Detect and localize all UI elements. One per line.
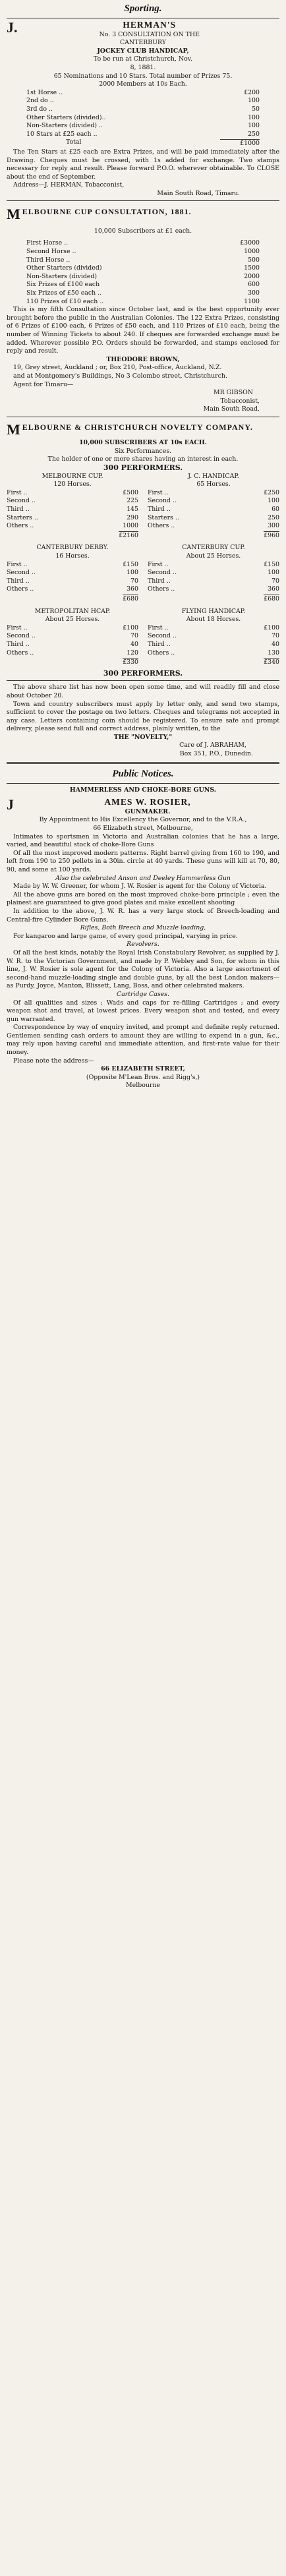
event-prize-row (148, 649, 279, 658)
prize-amount: 250 (248, 130, 260, 138)
event-prize-label: Second .. (7, 569, 36, 577)
event-prize-row (7, 649, 138, 658)
event-prize-amount: 130 (268, 649, 279, 657)
rosier-subtitle: GUNMAKER. (125, 807, 171, 815)
event-horses: 120 Horses. (53, 481, 92, 488)
prize-row (26, 298, 260, 307)
novelty-event-pair (7, 544, 279, 603)
event-prize-label: Others .. (148, 585, 175, 593)
prize-label: Non-Starters (divided) .. (26, 122, 103, 130)
prize-row (26, 114, 260, 123)
guns-title: HAMMERLESS AND CHOKE-BORE GUNS. (69, 786, 217, 794)
event-prize-amount: 70 (272, 632, 279, 640)
prize-amount: 100 (248, 113, 260, 121)
prize-amount: £200 (244, 88, 260, 96)
event-prize-row (7, 522, 138, 531)
prize-row (26, 239, 260, 248)
event-prize-amount: 70 (130, 632, 138, 640)
event-prize-label: Third .. (7, 640, 30, 648)
event-total: £680 (123, 595, 138, 602)
event-prize-label: First .. (148, 560, 169, 568)
prize-amount: 50 (252, 105, 260, 113)
event-prize-row (7, 632, 138, 641)
herman-subhead: 65 Nominations and 10 Stars. Total number of Prizes 75. (53, 72, 233, 80)
prize-amount: 100 (248, 122, 260, 130)
novelty-subscribers: 10,000 SUBSCRIBERS AT 10s EACH. (79, 439, 207, 447)
prize-row (26, 281, 260, 289)
brown-name: THEODORE BROWN, (106, 355, 180, 363)
brown-agent-line-2: Main South Road. (203, 405, 260, 413)
divider (7, 200, 279, 201)
event-prize-label: Others .. (7, 649, 34, 657)
rosier-appointment: By Appointment to His Excellency the Governor, and to the V.R.A., (39, 816, 247, 824)
event-prize-label: First .. (7, 488, 28, 496)
event-prize-label: Second .. (148, 569, 177, 577)
event-prize-label: Second .. (7, 497, 36, 505)
herman-drop-cap: J. (7, 19, 18, 36)
event-prize-amount: £250 (264, 488, 279, 496)
prize-label: Other Starters (divided).. (26, 113, 106, 121)
novelty-advert (7, 423, 279, 758)
event-prize-amount: 120 (127, 649, 138, 657)
novelty-title: ELBOURNE & CHRISTCHURCH NOVELTY COMPANY. (22, 423, 253, 432)
event-prize-row (7, 497, 138, 506)
event-prize-row (148, 522, 279, 531)
event-prize-amount: 225 (127, 497, 138, 505)
prize-row (26, 89, 260, 98)
brown-title: ELBOURNE CUP CONSULTATION, 1881. (22, 206, 192, 216)
novelty-box: Box 351, P.O., Dunedin. (179, 750, 253, 758)
divider (7, 783, 279, 784)
event-prize-amount: 290 (127, 513, 138, 521)
rosier-city: Melbourne (126, 1082, 160, 1090)
event-total-row (7, 657, 138, 667)
event-name: MELBOURNE CUP. (42, 472, 103, 480)
event-prize-row (7, 561, 138, 570)
event-prize-amount: £150 (264, 560, 279, 568)
event-block (148, 544, 279, 603)
event-prize-row (148, 632, 279, 641)
event-prize-amount: 360 (127, 585, 138, 593)
event-prize-row (148, 641, 279, 649)
novelty-care-of: Care of J. ABRAHAM, (179, 742, 246, 749)
event-prize-row (148, 514, 279, 523)
prize-label: Six Prizes of £100 each (26, 281, 100, 289)
herman-address-2: Main South Road, Timaru. (157, 189, 240, 197)
event-prize-amount: 40 (130, 640, 138, 648)
event-prize-amount: 145 (127, 506, 138, 513)
event-total: £680 (264, 595, 279, 602)
brown-address-1: 19, Grey street, Auckland ; or, Box 210, Post-office, Auckland, N.Z. (13, 364, 222, 372)
novelty-body-1: The above share list has now been open some time, and will readily fill and close about October 20. (7, 684, 279, 699)
event-prize-row (7, 577, 138, 586)
event-prize-amount: 360 (268, 585, 279, 593)
prize-label: 2nd do .. (26, 97, 54, 105)
event-prize-row (148, 497, 279, 506)
event-block (7, 473, 138, 541)
herman-prize-list (26, 89, 260, 148)
event-prize-amount: 250 (268, 513, 279, 521)
event-total: £340 (264, 659, 279, 666)
event-name: METROPOLITAN HCAP. (34, 607, 111, 615)
event-total: £330 (123, 659, 138, 666)
event-prize-label: Others .. (148, 649, 175, 657)
prize-amount: 1500 (244, 264, 260, 272)
event-total-row (148, 657, 279, 667)
prize-total-row (26, 138, 260, 148)
event-prize-row (7, 624, 138, 633)
event-prize-amount: £500 (123, 488, 138, 496)
herman-advert (7, 21, 279, 198)
event-block (148, 473, 279, 541)
prize-row (26, 131, 260, 139)
novelty-body-2: Town and country subscribers must apply by letter only, and send two stamps, sufficient to cover the postage on two letters. Cheques and telegrams not accepted in any case. Letters containing coin should be registered. To ensure safe and prompt delivery, please send full and correct address, plainly written, to the (7, 700, 279, 733)
event-name: J. C. HANDICAP. (188, 472, 239, 480)
event-prize-label: Third .. (148, 640, 171, 648)
prize-amount: 600 (248, 281, 260, 289)
brown-body: This is my fifth Consultation since October last, and is the best opportunity ever brought before the public in the Australian Colonies. The 122 Extra Prizes, consisting of 6 Prizes of £100 each, 6 Prizes of £50 each, and 110 Prizes of £10 each, being the number of Winning Tickets to about 240. If cheques are forwarded exchange must be added. Wherever possible P.O. Orders should be forwarded, and stamps enclosed for reply and result. (7, 306, 279, 355)
herman-address-1: Address—J. HERMAN, Tobacconist, (13, 181, 125, 189)
event-name: FLYING HANDICAP. (181, 607, 246, 615)
event-prize-amount: £100 (123, 624, 138, 631)
event-total-row (7, 594, 138, 604)
prize-amount: 2000 (244, 272, 260, 280)
event-prize-row (148, 577, 279, 586)
prize-label: 110 Prizes of £10 each .. (26, 297, 104, 305)
event-horses: About 25 Horses. (186, 552, 241, 560)
event-prize-label: Others .. (148, 522, 175, 530)
prize-total-label: Total (66, 138, 82, 146)
rosier-title: AMES W. ROSIER, (104, 797, 191, 807)
prize-label: Other Starters (divided) (26, 264, 102, 272)
event-prize-row (7, 514, 138, 523)
event-prize-label: Third .. (7, 506, 30, 513)
novelty-subhead: Six Performances. (114, 447, 172, 455)
rosier-note: Please note the address— (13, 1057, 94, 1065)
prize-amount: 100 (248, 97, 260, 105)
herman-line-3: JOCKEY CLUB HANDICAP, (97, 47, 189, 55)
event-prize-label: Third .. (148, 577, 171, 585)
novelty-performers-footer: 300 PERFORMERS. (103, 668, 183, 678)
prize-amount: 500 (248, 256, 260, 264)
event-block (7, 608, 138, 667)
novelty-event-pair (7, 608, 279, 667)
event-block (148, 608, 279, 667)
event-prize-row (148, 624, 279, 633)
event-prize-amount: 70 (130, 577, 138, 585)
event-prize-row (7, 489, 138, 498)
herman-members: 2000 Members at 10s Each. (99, 80, 187, 88)
event-prize-row (148, 561, 279, 570)
event-total: £2160 (119, 531, 138, 539)
event-prize-label: Starters .. (148, 513, 179, 521)
event-prize-label: First .. (148, 488, 169, 496)
brown-address-2: and at Montgomery's Buildings, No 3 Colombo street, Christchurch. (13, 372, 227, 380)
rosier-body-8: For kangaroo and large game, of every good principal, varying in price. (13, 932, 238, 940)
event-prize-row (7, 641, 138, 649)
prize-amount: 1000 (244, 248, 260, 256)
prize-label: 10 Stars at £25 each .. (26, 130, 98, 138)
rosier-opposite: (Opposite M'Lean Bros. and Rigg's,) (86, 1073, 200, 1081)
brown-agent-name: MR GIBSON (213, 389, 253, 397)
event-prize-amount: £100 (264, 624, 279, 631)
rosier-body-10: Of all the best kinds, notably the Royal Irish Constabulary Revolver, as supplied by J. W. R. to the Victorian Government, and made by P. Webley and Son, for whom in this line, J. W. Rosier is sole agent for the Colony of Victoria. Also a large assortment of second-hand muzzle-loading single and double guns, by all the best London makers—as Purdy, Joyce, Manton, Blissett, Lang, Boss, and other celebrated makers. (7, 949, 279, 990)
event-total: £960 (264, 531, 279, 539)
event-block (7, 544, 138, 603)
rosier-body-4: Made by W. W. Greener, for whom J. W. Rosier is agent for the Colony of Victoria. (13, 883, 267, 891)
event-prize-amount: 1000 (123, 522, 138, 530)
prize-row (26, 289, 260, 298)
newspaper-page (0, 0, 286, 1090)
event-total-row (148, 594, 279, 604)
prize-label: First Horse .. (26, 239, 69, 247)
event-prize-label: Third .. (148, 506, 171, 513)
event-prize-row (148, 506, 279, 514)
event-name: CANTERBURY CUP. (182, 544, 245, 552)
prize-row (26, 105, 260, 114)
rosier-advert (7, 786, 279, 1090)
rosier-body-11: Cartridge Cases. (117, 990, 169, 998)
rosier-body-5: All the above guns are bored on the most improved choke-bore principle ; even the plainest are guaranteed to give good plates and make excellent shooting (7, 891, 279, 907)
divider (7, 680, 279, 681)
event-prize-label: Second .. (7, 632, 36, 640)
novelty-performers: 300 PERFORMERS. (103, 463, 183, 473)
prize-amount: £3000 (240, 239, 260, 247)
prize-row (26, 256, 260, 265)
event-prize-amount: 100 (268, 497, 279, 505)
section-divider (7, 762, 279, 764)
rosier-body-3: Also the celebrated Anson and Deeley Hammerless Gun (55, 874, 231, 882)
event-prize-label: First .. (7, 560, 28, 568)
event-prize-amount: £150 (123, 560, 138, 568)
prize-label: 1st Horse .. (26, 88, 63, 96)
herman-line-1: No. 3 CONSULTATION ON THE (99, 30, 200, 38)
rosier-body-2: Of all the most improved modern patterns. Right barrel giving from 160 to 190, and left from 190 to 250 pellets in a 30in. circle at 40 yards. These guns will kill at 70, 80, 90, and some at 100 yards. (7, 849, 279, 873)
brown-prize-list (26, 239, 260, 306)
herman-line-5: 8, 1881. (130, 63, 156, 71)
rosier-body-12: Of all qualities and sizes ; Wads and caps for re-filling Cartridges ; and every weapon shot and travel, at lowest prices. Every weapon shot and tested, and every gun warranted. (7, 999, 279, 1023)
herman-line-4: To be run at Christchurch, Nov. (94, 55, 192, 63)
prize-label: 3rd do .. (26, 105, 53, 113)
brown-subscribers: 10,000 Subscribers at £1 each. (94, 227, 192, 235)
novelty-event-pair (7, 473, 279, 541)
prize-row (26, 248, 260, 256)
event-prize-label: Second .. (148, 497, 177, 505)
event-prize-label: Starters .. (7, 513, 38, 521)
novelty-drop-cap: M (7, 421, 20, 438)
event-horses: 16 Horses. (55, 552, 90, 560)
brown-agent-line-1: Tobacconist, (220, 397, 260, 405)
event-prize-label: Second .. (148, 632, 177, 640)
event-prize-label: First .. (7, 624, 28, 631)
event-prize-amount: 100 (127, 569, 138, 577)
prize-row (26, 97, 260, 105)
event-horses: 65 Horses. (196, 481, 231, 488)
prize-total-amount: £1000 (220, 139, 260, 148)
rosier-body-6: In addition to the above, J. W. R. has a very large stock of Breech-loading and Central-fire Cylinder Bore Guns. (7, 907, 279, 923)
prize-amount: 1100 (244, 297, 260, 305)
event-prize-label: Third .. (7, 577, 30, 585)
brown-advert (7, 205, 279, 414)
event-prize-amount: 300 (268, 522, 279, 530)
rosier-body-13: Correspondence by way of enquiry invited, and prompt and definite reply returned. Gentlemen sending cash orders to amount they are willing to expend in a gun, &c., may rely upon having careful and immediate attention, and first-rate value for their money. (7, 1024, 279, 1057)
event-prize-row (148, 569, 279, 577)
rosier-body-1: Intimates to sportsmen in Victoria and Australian colonies that he has a large, varied, and beautiful stock of choke-Bore Guns (7, 833, 279, 849)
event-prize-row (7, 569, 138, 577)
event-total-row (148, 531, 279, 541)
rosier-drop-cap: J (7, 796, 14, 813)
prize-row (26, 273, 260, 281)
brown-agent: Agent for Timaru— (13, 380, 74, 388)
event-prize-amount: 100 (268, 569, 279, 577)
herman-line-2: CANTERBURY (119, 39, 167, 47)
novelty-intro: The holder of one or more shares having an interest in each. (47, 455, 239, 463)
novelty-to-the: THE "NOVELTY," (113, 733, 173, 741)
event-prize-row (148, 489, 279, 498)
event-prize-amount: 40 (272, 640, 279, 648)
event-prize-row (148, 585, 279, 594)
rosier-street: 66 ELIZABETH STREET, (101, 1065, 185, 1073)
event-prize-row (7, 506, 138, 514)
event-prize-amount: 60 (272, 506, 279, 513)
event-prize-label: Others .. (7, 585, 34, 593)
event-prize-amount: 70 (272, 577, 279, 585)
public-notices-heading: Public Notices. (112, 768, 174, 779)
prize-label: Non-Starters (divided) (26, 272, 98, 280)
event-prize-row (7, 585, 138, 594)
event-prize-label: Others .. (7, 522, 34, 530)
herman-body: The Ten Stars at £25 each are Extra Prizes, and will be paid immediately after the Drawing. Cheques must be crossed, with 1s added for exchange. Two stamps necessary for reply and result. Please forward P.O.O. wherever obtainable. To CLOSE about the end of September. (7, 148, 279, 181)
rosier-body-9: Revolvers. (127, 941, 159, 949)
rosier-body-7: Rifles, Both Breech and Muzzle loading, (80, 924, 206, 932)
herman-title: HERMAN'S (123, 20, 177, 30)
event-prize-label: First .. (148, 624, 169, 631)
event-horses: About 25 Horses. (45, 616, 100, 624)
event-name: CANTERBURY DERBY. (36, 544, 109, 552)
rosier-address: 66 Elizabeth street, Melbourne, (93, 825, 193, 833)
event-horses: About 18 Horses. (186, 616, 241, 624)
prize-label: Second Horse .. (26, 248, 76, 256)
prize-amount: 300 (248, 289, 260, 297)
event-total-row (7, 531, 138, 541)
prize-label: Third Horse .. (26, 256, 71, 264)
brown-drop-cap: M (7, 205, 20, 222)
prize-row (26, 264, 260, 273)
prize-label: Six Prizes of £50 each .. (26, 289, 102, 297)
sporting-heading: Sporting. (124, 3, 162, 14)
prize-row (26, 122, 260, 131)
